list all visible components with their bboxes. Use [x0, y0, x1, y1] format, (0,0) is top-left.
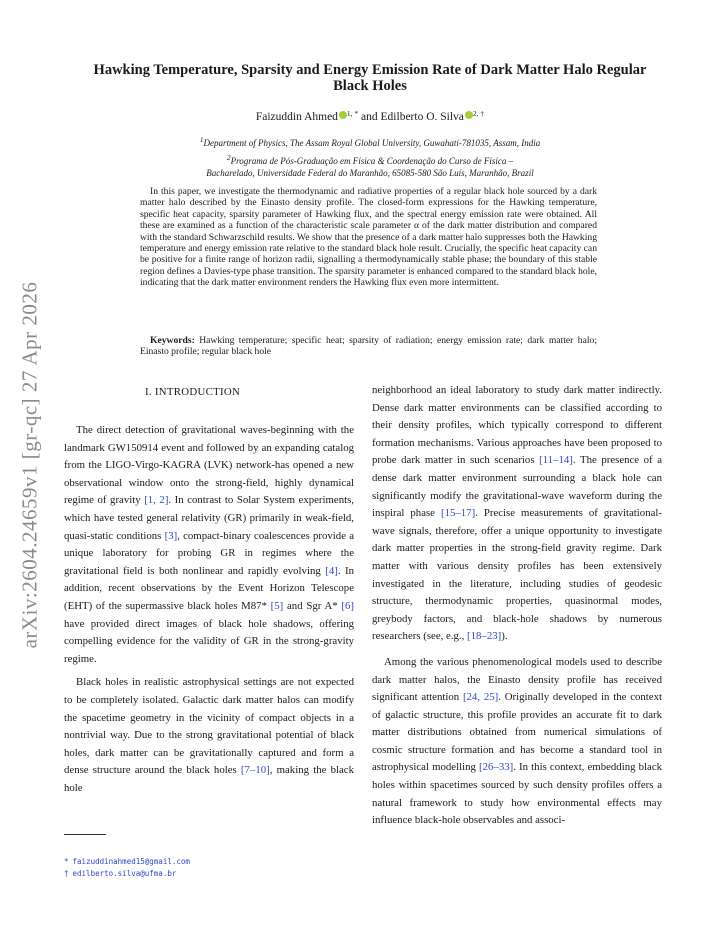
abstract: In this paper, we investigate the thermodynamic and radiative properties of a regular black hole sourced by a dark matter halo described by the Einasto density profile. The closed-form expressions for the Hawking temperature, specific heat capacity, sparsity parameter of Hawking flux, and the spectral energy emission rate were obtained. All these are examined as a function of the characteristic scale parameter α of the dark matter distribution and compared with the standard Schwarzschild results. We show that the presence of a dark matter halo suppresses both the Hawking temperature and energy emission rate relative to the standard black hole result. Crucially, the specific heat capacity can be positive for a finite range of horizon radii, signalling a thermodynamically stable phase; the boundary of this stable region defines a Davies-type phase transition. The sparsity parameter is enhanced compared to the standard black hole, indicating that the dark matter environment renders the Hawking flux even more intermittent. — [140, 186, 597, 289]
author-line — [80, 109, 660, 123]
arxiv-stamp-text: arXiv:2604.24659v1 [gr-qc] 27 Apr 2026 — [17, 281, 42, 649]
affiliation-2-text: Programa de Pós-Graduação em Física & Coordenação do Curso de Física – — [230, 156, 514, 166]
footnote-2[interactable] — [64, 869, 176, 878]
affiliation-2-num: 2 — [226, 153, 231, 162]
footnote-rule — [64, 834, 106, 835]
right-column — [372, 382, 662, 830]
paragraph-text: , making the black hole — [64, 764, 354, 794]
footnote-2-email[interactable]: edilberto.silva@ufma.br — [72, 869, 177, 878]
paper-title: Hawking Temperature, Sparsity and Energy Emission Rate of Dark Matter Halo Regular Black Holes — [93, 62, 647, 94]
paragraph-text: , compact-binary coalescences provide a unique laboratory for probing GR in regimes where the gravitational field is both nonlinear and rapidly evolving — [64, 529, 355, 577]
citation-link[interactable]: [6] — [341, 599, 354, 612]
paragraph-text: . Precise measurements of gravitational-wave signals, therefore, offer a unique opportunity to investigate dark matter properties in the strong-field gravity regime. Dark matter with various density profiles has been extensively investigated in the literature, including studies of geodesic structure, thermodynamic properties, quasinormal modes, greybody factors, and black-hole shadows by numerous researchers (see, e.g., — [372, 507, 662, 643]
author-2-name: Edilberto O. Silva — [380, 111, 464, 123]
citation-link[interactable]: [15–17] — [440, 507, 476, 520]
keywords-text: Hawking temperature; specific heat; sparsity of radiation; energy emission rate; dark matter halo; Einasto profile; regular black hole — [140, 335, 597, 358]
paragraph-text: The direct detection of gravitational waves-beginning with the landmark GW150914 event and followed by an expanding catalog from the LIGO-Virgo-KAGRA (LVK) network-has opened a new observational window onto the strong-field, highly dynamical regime of gravity — [64, 424, 354, 507]
citation-link[interactable]: [24, 25] — [462, 691, 499, 704]
footnote-1[interactable] — [64, 857, 190, 866]
affiliation-1-text: Department of Physics, The Assam Royal Global University, Guwahati-781035, Assam, India — [203, 138, 541, 148]
paragraph — [372, 654, 662, 830]
paragraph-text: . The presence of a dense dark matter environment surrounding a black hole can significantly modify the gravitational-wave waveform during the inspiral phase — [372, 454, 663, 520]
citation-link[interactable]: [18–23] — [467, 630, 502, 643]
paragraph-text: Black holes in realistic astrophysical settings are not expected to be completely isolated. Galactic dark matter halos can modify the spacetime geometry in the vicinity of compact objects in a nontrivial way. Due to the strong gravitational potential of black holes, dark matter can be gravitationally captured and form a dense structure around the black holes — [64, 676, 354, 777]
citation-link[interactable]: [5] — [270, 599, 284, 612]
citation-link[interactable]: [26–33] — [479, 761, 514, 774]
footnote-2-mark: † — [64, 869, 69, 878]
paragraph-text: . Originally developed in the context of galactic structure, this profile provides an accurate fit to dark matter distributions obtained from numerical simulations of cosmic structure formation and has become a standard tool in astrophysical modelling — [372, 691, 662, 774]
citation-link[interactable]: [11–14] — [539, 454, 573, 467]
paragraph-text: . In addition, recent observations by the Event Horizon Telescope (EHT) of the supermassive black holes M87* — [64, 564, 354, 612]
author-1-name: Faizuddin Ahmed — [255, 111, 338, 123]
affiliation-2-text-line2: Bacharelado, Universidade Federal do Maranhão, 65085-580 São Luís, Maranhão, Brazil — [206, 168, 534, 178]
author-and: and — [361, 111, 378, 123]
paragraph-text: . In contrast to Solar System experiments, which have tested general relativity (GR) primarily in weak-field, quasi-static conditions — [64, 494, 354, 542]
keywords-label: Keywords: — [150, 335, 195, 346]
section-heading: I. INTRODUCTION — [145, 386, 241, 398]
affiliation-2 — [80, 152, 660, 179]
footnote-1-mark: * — [64, 857, 69, 866]
paragraph — [64, 674, 354, 797]
paragraph-text: have provided direct images of black hole shadows, offering compelling evidence for the validity of GR in the strong-gravity regime. — [64, 617, 354, 665]
paragraph-text: Among the various phenomenological models used to describe dark matter halos, the Einasto density profile has received significant attention — [372, 655, 662, 704]
affiliation-1 — [80, 134, 660, 149]
paragraph — [372, 382, 662, 646]
citation-link[interactable]: [1, 2] — [144, 494, 169, 507]
orcid-icon[interactable] — [465, 111, 473, 119]
paragraph-text: . In this context, embedding black holes within spacetimes sourced by such density profiles offers a natural framework to study how environmental effects may influence black-hole observables and associ- — [372, 761, 663, 827]
keywords — [140, 335, 597, 358]
author-2-sup[interactable]: 2, † — [472, 109, 485, 118]
author-1-sup[interactable]: 1, * — [346, 109, 359, 118]
paragraph-text: neighborhood an ideal laboratory to study dark matter indirectly. Dense dark matter environments can be classified according to their density profiles, which typically correspond to different formation mechanisms. Various approaches have been proposed to probe dark matter in such scenarios — [372, 384, 662, 467]
citation-link[interactable]: [3] — [164, 529, 178, 542]
paragraph — [64, 422, 354, 668]
footnote-1-email[interactable]: faizuddinahmed15@gmail.com — [72, 857, 190, 866]
arxiv-stamp — [10, 0, 50, 932]
left-column — [64, 422, 354, 797]
citation-link[interactable]: [4] — [325, 564, 338, 577]
affiliation-1-num: 1 — [199, 135, 204, 144]
paragraph-text: and Sgr A* — [283, 599, 342, 612]
orcid-icon[interactable] — [339, 111, 347, 119]
paragraph-text: ). — [501, 630, 508, 643]
citation-link[interactable]: [7–10] — [240, 764, 270, 777]
